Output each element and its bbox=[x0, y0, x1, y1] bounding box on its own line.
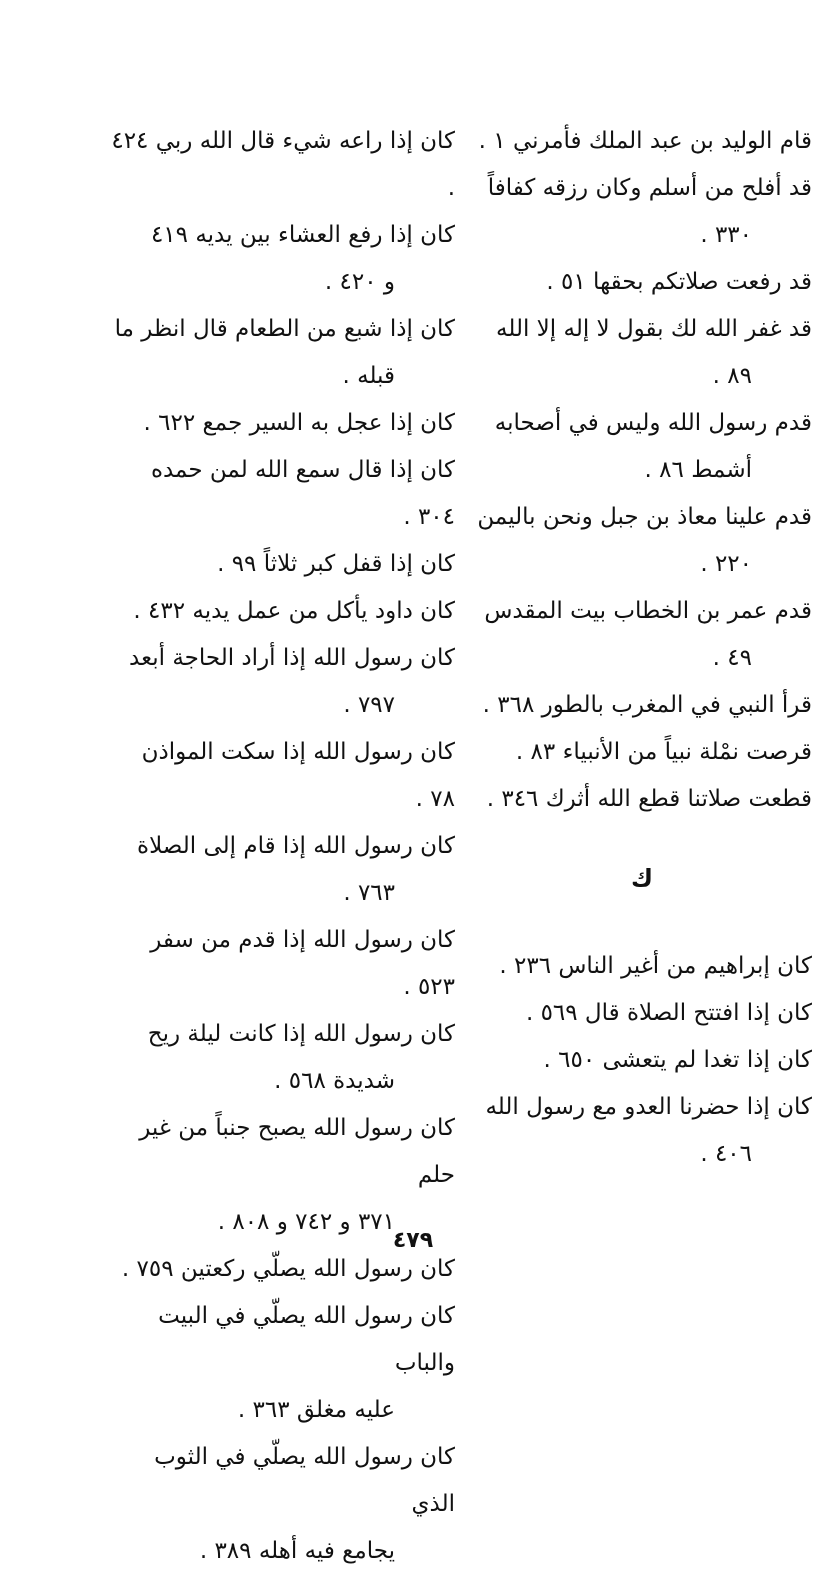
index-entry: قد رفعت صلاتكم بحقها ٥١ . bbox=[546, 269, 812, 295]
index-entry: كان رسول الله إذا قام إلى الصلاة ٧٦٣ . bbox=[137, 833, 455, 906]
index-entry: قد غفر الله لك بقول لا إله إلا الله ٨٩ . bbox=[496, 316, 812, 389]
index-entry: كان إذا قال سمع الله لمن حمده ٣٠٤ . bbox=[150, 457, 455, 530]
index-entry: كان داود يأكل من عمل يديه ٤٣٢ . bbox=[133, 598, 455, 624]
index-entry: كان رسول الله يصلّي في الثوب الذي يجامع فيه أهله ٣٨٩ . bbox=[154, 1444, 455, 1564]
index-entry: قرصت نمْلة نبياً من الأنبياء ٨٣ . bbox=[515, 739, 812, 765]
index-entry: كان إذا راعه شيء قال الله ربي ٤٢٤ . bbox=[111, 128, 455, 201]
index-entry: كان رسول الله يصبح جنباً من غير حلم ٣٧١ و ٧٤٢ و ٨٠٨ . bbox=[139, 1115, 455, 1235]
index-entry: كان إبراهيم من أغير الناس ٢٣٦ . bbox=[499, 953, 812, 979]
index-entry: كان رسول الله إذا قدم من سفر ٥٢٣ . bbox=[150, 927, 455, 1000]
index-entry: كان إذا عجل به السير جمع ٦٢٢ . bbox=[143, 410, 455, 436]
index-entry: كان رسول الله يصلّي ركعتين ٧٥٩ . bbox=[121, 1256, 455, 1282]
index-entry: كان رسول الله إذا أراد الحاجة أبعد ٧٩٧ . bbox=[129, 645, 455, 718]
right-column bbox=[472, 118, 812, 1178]
page-number: ٤٧٩ bbox=[392, 1228, 434, 1253]
index-entry: قطعت صلاتنا قطع الله أثرك ٣٤٦ . bbox=[486, 786, 812, 812]
index-entry: قدم علينا معاذ بن جبل ونحن باليمن ٢٢٠ . bbox=[477, 504, 812, 577]
left-column bbox=[110, 118, 455, 1575]
index-entry: قدم عمر بن الخطاب بيت المقدس ٤٩ . bbox=[484, 598, 812, 671]
index-entry: كان إذا تغدا لم يتعشى ٦٥٠ . bbox=[543, 1047, 812, 1073]
index-entry: قرأ النبي في المغرب بالطور ٣٦٨ . bbox=[482, 692, 812, 718]
index-entry: كان إذا قفل كبر ثلاثاً ٩٩ . bbox=[217, 551, 455, 577]
entries-top-list bbox=[472, 118, 812, 823]
index-entry: كان رسول الله إذا سكت المواذن ٧٨ . bbox=[141, 739, 455, 812]
index-entry: كان إذا شبع من الطعام قال انظر ما قبله . bbox=[114, 316, 455, 389]
section-letter-heading: ك bbox=[631, 864, 653, 892]
index-entry: قدم رسول الله وليس في أصحابه أشمط ٨٦ . bbox=[494, 410, 812, 483]
index-entry: كان إذا حضرنا العدو مع رسول الله ٤٠٦ . bbox=[485, 1094, 812, 1167]
index-entry: قد أفلح من أسلم وكان رزقه كفافاً ٣٣٠ . bbox=[487, 175, 812, 248]
index-entry: كان رسول الله إذا كانت ليلة ريح شديدة ٥٦٨ . bbox=[147, 1021, 455, 1094]
index-entry: كان رسول الله يصلّي في البيت والباب عليه مغلق ٣٦٣ . bbox=[158, 1303, 455, 1423]
index-entry: كان إذا رفع العشاء بين يديه ٤١٩ و ٤٢٠ . bbox=[150, 222, 455, 295]
index-entry: قام الوليد بن عبد الملك فأمرني ١ . bbox=[478, 128, 812, 154]
index-entry: كان إذا افتتح الصلاة قال ٥٦٩ . bbox=[525, 1000, 812, 1026]
entries-bottom-list bbox=[472, 943, 812, 1178]
